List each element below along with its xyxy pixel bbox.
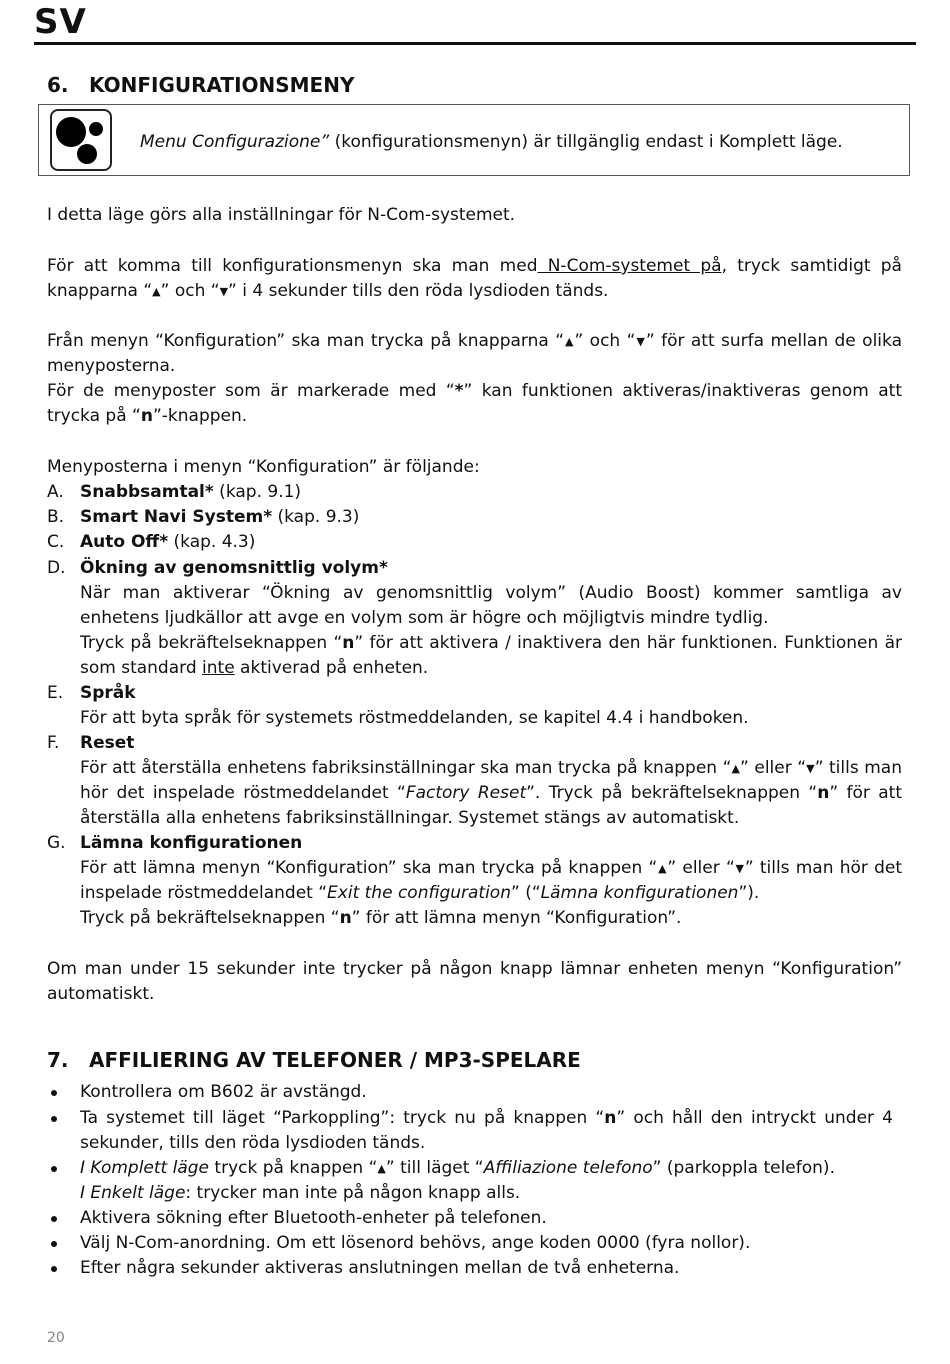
list-item-g: G. Lämna konfigurationen För att lämna menyn “Konfiguration” ska man trycka på knappen “▲” eller “▼” tills man hör det inspelade röstmeddelandet “Exit the configuration” (“Lämna konfigurationen”). Tryck på bekräftelseknappen “n” för att lämna menyn “Konfiguration”. (47, 833, 902, 928)
list-item-b: B. Smart Navi System* (kap. 9.3) (47, 507, 360, 527)
section-title-text: AFFILIERING AV TELEFONER / MP3-SPELARE (89, 1048, 581, 1072)
bullet-dot-icon (51, 1266, 57, 1272)
bullet-item: Efter några sekunder aktiveras anslutningen mellan de två enheterna. (47, 1256, 893, 1281)
section-number: 6. (47, 73, 69, 97)
section-6-title (47, 72, 354, 98)
language-header: SV (34, 2, 87, 42)
bullet-item: Kontrollera om B602 är avstängd. (47, 1080, 893, 1105)
paragraph-intro: I detta läge görs alla inställningar för N-Com-systemet. (47, 205, 516, 225)
paragraph-navigate: Från menyn “Konfiguration” ska man trycka på knapparna “▲” och “▼” för att surfa mellan de olika menyposterna. (47, 331, 902, 376)
section-title-text: KONFIGURATIONSMENY (89, 73, 355, 97)
paragraph-toggle: För de menyposter som är markerade med “*” kan funktionen aktiveras/inaktiveras genom att trycka på “n”-knappen. (47, 381, 902, 426)
bullet-dot-icon (51, 1241, 57, 1247)
triangle-down-icon: ▼ (635, 335, 646, 348)
note-text: Menu Configurazione” (konfigurationsmenyn) är tillgänglig endast i Komplett läge. (140, 132, 843, 152)
paragraph-timeout: Om man under 15 sekunder inte trycker på någon knapp lämnar enheten menyn “Konfiguration” automatiskt. (47, 959, 902, 1004)
triangle-down-icon: ▼ (806, 762, 815, 775)
section-7-title (47, 1047, 581, 1073)
paragraph-menu-items: Menyposterna i menyn “Konfiguration” är följande: (47, 457, 480, 477)
list-item-f: F. Reset För att återställa enhetens fabriksinställningar ska man trycka på knappen “▲” eller “▼” tills man hör det inspelade röstmeddelandet “Factory Reset”. Tryck på bekräftelseknappen “n” för att återställa alla enhetens fabriksinställningar. Systemet stängs av automatiskt. (47, 733, 902, 828)
section-number: 7. (47, 1048, 69, 1072)
triangle-up-icon: ▲ (657, 862, 668, 875)
triangle-down-icon: ▼ (734, 862, 745, 875)
note-box (38, 104, 910, 176)
bullet-item: Aktivera sökning efter Bluetooth-enheter på telefonen. (47, 1206, 893, 1231)
bullet-item: Välj N-Com-anordning. Om ett lösenord behövs, ange koden 0000 (fyra nollor). (47, 1231, 893, 1256)
three-dots-icon (50, 109, 112, 171)
bullet-dot-icon (51, 1166, 57, 1172)
page-number: 20 (47, 1330, 65, 1346)
triangle-up-icon: ▲ (564, 335, 575, 348)
list-item-c: C. Auto Off* (kap. 4.3) (47, 532, 256, 552)
header-rule (34, 42, 916, 45)
bullet-dot-icon (51, 1116, 57, 1122)
triangle-up-icon: ▲ (731, 762, 741, 775)
list-item-a: A. Snabbsamtal* (kap. 9.1) (47, 482, 302, 502)
triangle-up-icon: ▲ (152, 285, 161, 298)
bullet-dot-icon (51, 1216, 57, 1222)
paragraph-access: För att komma till konfigurationsmenyn ska man med N-Com-systemet på, tryck samtidigt på knapparna “▲” och “▼” i 4 sekunder tills den röda lysdioden tänds. (47, 256, 902, 301)
bullet-dot-icon (51, 1090, 57, 1096)
triangle-up-icon: ▲ (377, 1162, 386, 1175)
list-item-d: D. Ökning av genomsnittlig volym* När man aktiverar “Ökning av genomsnittlig volym” (Audio Boost) kommer samtliga av enhetens ljudkällor att avge en volym som är högre och möjligtvis mindre tydlig. Tryck på bekräftelseknappen “n” för att aktivera / inaktivera den här funktionen. Funktionen är som standard inte aktiverad på enheten. (47, 558, 902, 678)
triangle-down-icon: ▼ (219, 285, 229, 298)
list-item-e: E. Språk För att byta språk för systemets röstmeddelanden, se kapitel 4.4 i handboken. (47, 683, 749, 728)
bullet-item: Ta systemet till läget “Parkoppling”: tryck nu på knappen “n” och håll den intryckt under 4 sekunder, tills den röda lysdioden tänds. (47, 1106, 893, 1156)
bullet-item: I Komplett läge tryck på knappen “▲” till läget “Affiliazione telefono” (parkoppla telefon). I Enkelt läge: trycker man inte på någon knapp alls. (47, 1156, 893, 1206)
